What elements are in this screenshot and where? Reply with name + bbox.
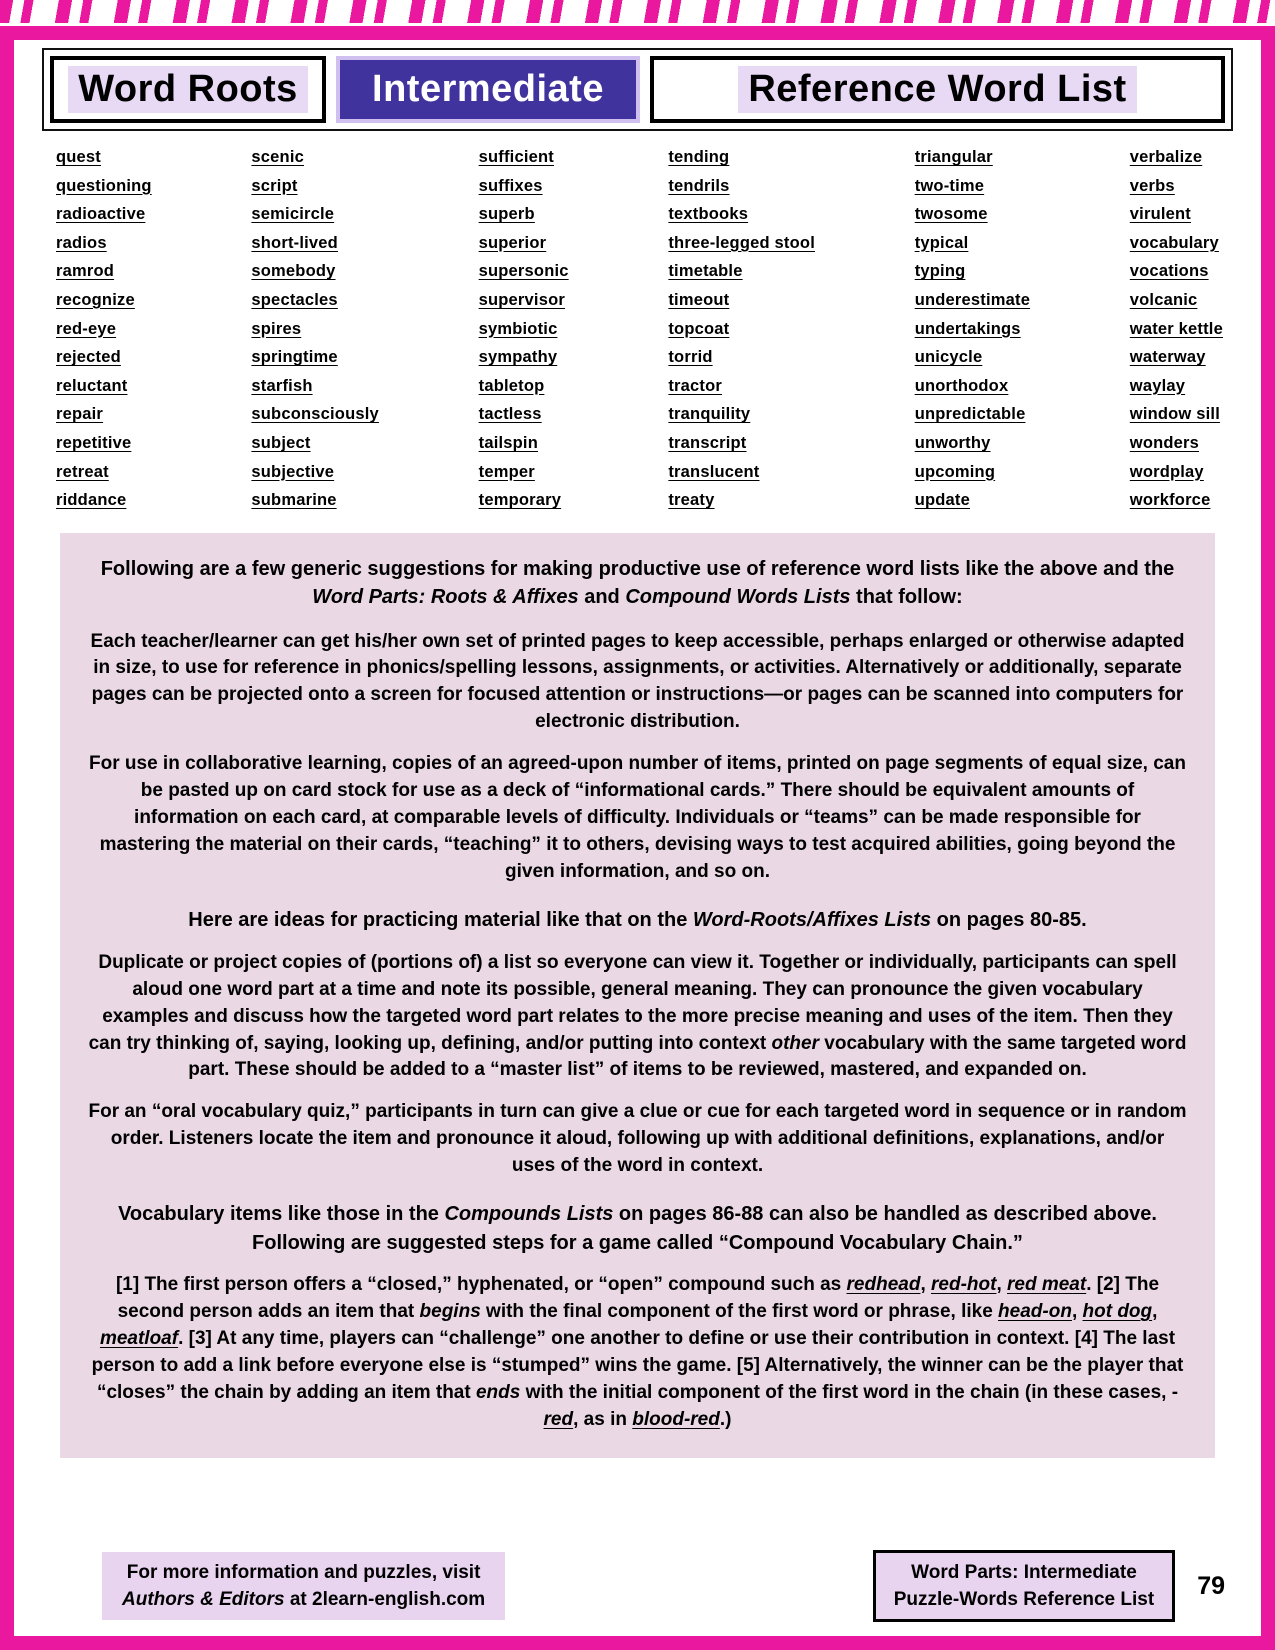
title-box-intermediate xyxy=(336,56,640,123)
paragraph: Duplicate or project copies of (portions of) a list so everyone can view it. Together or individually, participants can spell aloud one word part at a time and note its possible, general meaning. They can pronounce the given vocabulary examples and discuss how the targeted word part relates to the more precise meaning and uses of the item. Then they can try thinking of, saying, looking up, defining, and/or putting into context other vocabulary with the same targeted word part. These should be added to a “master list” of items to be reviewed, mastered, and expanded on. xyxy=(88,951,1187,1081)
word-item: undertakings xyxy=(914,319,1021,338)
word-item: subject xyxy=(251,433,311,452)
info-line-1: For more information and puzzles, visit xyxy=(126,1562,481,1583)
word-item: tending xyxy=(668,148,730,166)
word-item: tractor xyxy=(668,376,723,395)
word-item: supersonic xyxy=(478,262,569,281)
word-item: unpredictable xyxy=(914,405,1026,424)
word-item: treaty xyxy=(668,491,715,510)
word-item: submarine xyxy=(251,491,337,510)
word-item: wordplay xyxy=(1129,462,1204,481)
info-line-2: Authors & Editors at 2learn-english.com xyxy=(122,1589,486,1610)
word-item: radios xyxy=(56,233,107,252)
word-column xyxy=(1130,147,1223,519)
paragraph: Each teacher/learner can get his/her own set of printed pages to keep accessible, perhaps enlarged or otherwise adapted in size, to use for reference in phonics/spelling lessons, assignments, or activities. Alternatively or additionally, separate pages can be projected onto a screen for focused attention or instructions—or pages can be scanned into computers for electronic distribution. xyxy=(90,630,1185,733)
suggestions-panel xyxy=(60,533,1215,1458)
title-reference-word-list: Reference Word List xyxy=(738,66,1136,113)
word-item: typing xyxy=(914,262,966,281)
word-item: wonders xyxy=(1129,433,1200,452)
word-item: update xyxy=(914,491,970,510)
word-item: tendrils xyxy=(668,176,730,195)
paragraph: For use in collaborative learning, copies of an agreed-upon number of items, printed on page segments of equal size, can be pasted up on card stock for use as a deck of “informational cards.” There should be equivalent amounts of information on each card, at comparable levels of difficulty. Individuals or “teams” can be made responsible for mastering the material on their cards, “teaching” it to others, devising ways to test acquired abilities, going beyond the given information, and so on. xyxy=(89,753,1186,883)
word-item: vocabulary xyxy=(1129,233,1219,252)
word-column xyxy=(479,147,569,519)
info-box xyxy=(102,1552,505,1620)
word-item: sufficient xyxy=(478,148,554,166)
word-item: springtime xyxy=(251,348,338,367)
word-item: water kettle xyxy=(1129,319,1223,338)
word-item: rejected xyxy=(56,348,121,367)
word-item: waterway xyxy=(1129,348,1206,367)
word-column xyxy=(251,147,379,519)
word-item: spectacles xyxy=(251,290,338,309)
paragraph: For an “oral vocabulary quiz,” participants in turn can give a clue or cue for each targeted word in sequence or in random order. Listeners locate the item and pronounce it aloud, following up with additional definitions, explanations, and/or uses of the word in context. xyxy=(88,1101,1187,1177)
word-column xyxy=(56,147,152,519)
word-column xyxy=(668,147,815,519)
word-item: tactless xyxy=(478,405,542,424)
word-item: recognize xyxy=(56,290,135,309)
word-item: timeout xyxy=(668,290,730,309)
word-item: questioning xyxy=(56,176,152,195)
word-item: virulent xyxy=(1129,205,1191,224)
word-item: temper xyxy=(478,462,535,481)
word-item: workforce xyxy=(1129,491,1211,510)
word-item: triangular xyxy=(914,148,993,166)
word-item: topcoat xyxy=(668,319,730,338)
paragraph: Following are a few generic suggestions for making productive use of reference word lists like the above and the Word Parts: Roots & Affixes and Compound Words Lists that follow: xyxy=(100,557,1175,609)
title-box-word-roots xyxy=(50,56,326,123)
title-word-roots: Word Roots xyxy=(68,66,308,113)
word-item: textbooks xyxy=(668,205,749,224)
word-item: script xyxy=(251,176,298,195)
paragraph: [1] The first person offers a “closed,” hyphenated, or “open” compound such as redhead, red-hot, red meat. [2] The second person adds an item that begins with the final component of the first word or phrase, like head-on, hot dog, meatloaf. [3] At any time, players can “challenge” one another to define or use their contribution in context. [4] The last person to add a link before everyone else is “stumped” wins the game. [5] Alternatively, the winner can be the player that “closes” the chain by adding an item that ends with the initial component of the first word in the chain (in these cases, -red, as in blood-red.) xyxy=(91,1274,1184,1430)
word-item: spires xyxy=(251,319,302,338)
word-item: subconsciously xyxy=(251,405,379,424)
word-item: tabletop xyxy=(478,376,545,395)
word-item: symbiotic xyxy=(478,319,558,338)
word-column xyxy=(915,147,1030,519)
word-item: unorthodox xyxy=(914,376,1009,395)
word-item: vocations xyxy=(1129,262,1209,281)
word-columns xyxy=(14,147,1261,519)
word-item: two-time xyxy=(914,176,985,195)
page-frame xyxy=(0,26,1275,1650)
word-item: typical xyxy=(914,233,969,252)
word-item: translucent xyxy=(668,462,760,481)
word-item: volcanic xyxy=(1129,290,1198,309)
word-item: unworthy xyxy=(914,433,991,452)
paragraph: Here are ideas for practicing material like that on the Word-Roots/Affixes Lists on pages 80-85. xyxy=(188,909,1087,932)
word-item: ramrod xyxy=(56,262,115,281)
word-item: retreat xyxy=(56,462,109,481)
word-item: scenic xyxy=(251,148,304,166)
title-box-reference-word-list xyxy=(650,56,1225,123)
footer xyxy=(102,1550,1225,1622)
word-item: short-lived xyxy=(251,233,338,252)
word-item: subjective xyxy=(251,462,335,481)
word-item: tailspin xyxy=(478,433,538,452)
word-item: radioactive xyxy=(56,205,146,224)
reference-label-line-1: Word Parts: Intermediate xyxy=(911,1562,1137,1583)
word-item: window sill xyxy=(1129,405,1220,424)
word-item: timetable xyxy=(668,262,743,281)
word-item: three-legged stool xyxy=(668,233,815,252)
word-item: sympathy xyxy=(478,348,558,367)
word-item: torrid xyxy=(668,348,713,367)
word-item: superior xyxy=(478,233,547,252)
word-item: superb xyxy=(478,205,535,224)
word-item: repair xyxy=(56,405,104,424)
word-item: tranquility xyxy=(668,405,751,424)
word-item: suffixes xyxy=(478,176,543,195)
word-item: unicycle xyxy=(914,348,983,367)
word-item: starfish xyxy=(251,376,313,395)
word-item: semicircle xyxy=(251,205,335,224)
word-item: temporary xyxy=(478,491,562,510)
word-item: waylay xyxy=(1129,376,1186,395)
word-item: transcript xyxy=(668,433,747,452)
word-item: repetitive xyxy=(56,433,132,452)
word-item: verbs xyxy=(1129,176,1175,195)
paragraph: Vocabulary items like those in the Compounds Lists on pages 86-88 can also be handled as described above. Following are suggested steps for a game called “Compound Vocabulary Chain.” xyxy=(118,1203,1157,1254)
word-item: upcoming xyxy=(914,462,996,481)
page-number: 79 xyxy=(1197,1571,1225,1600)
word-item: verbalize xyxy=(1129,148,1203,166)
word-item: twosome xyxy=(914,205,988,224)
word-item: underestimate xyxy=(914,290,1031,309)
word-item: quest xyxy=(56,148,102,166)
suggestions-paragraphs xyxy=(88,555,1187,1434)
title-intermediate: Intermediate xyxy=(372,68,604,110)
decorative-top-strip xyxy=(0,0,1275,26)
reference-label-line-2: Puzzle-Words Reference List xyxy=(893,1589,1155,1610)
word-item: red-eye xyxy=(56,319,117,338)
word-item: supervisor xyxy=(478,290,565,309)
header xyxy=(42,48,1233,131)
word-item: riddance xyxy=(56,491,127,510)
word-item: somebody xyxy=(251,262,336,281)
reference-label-box xyxy=(873,1550,1175,1622)
word-item: reluctant xyxy=(56,376,128,395)
